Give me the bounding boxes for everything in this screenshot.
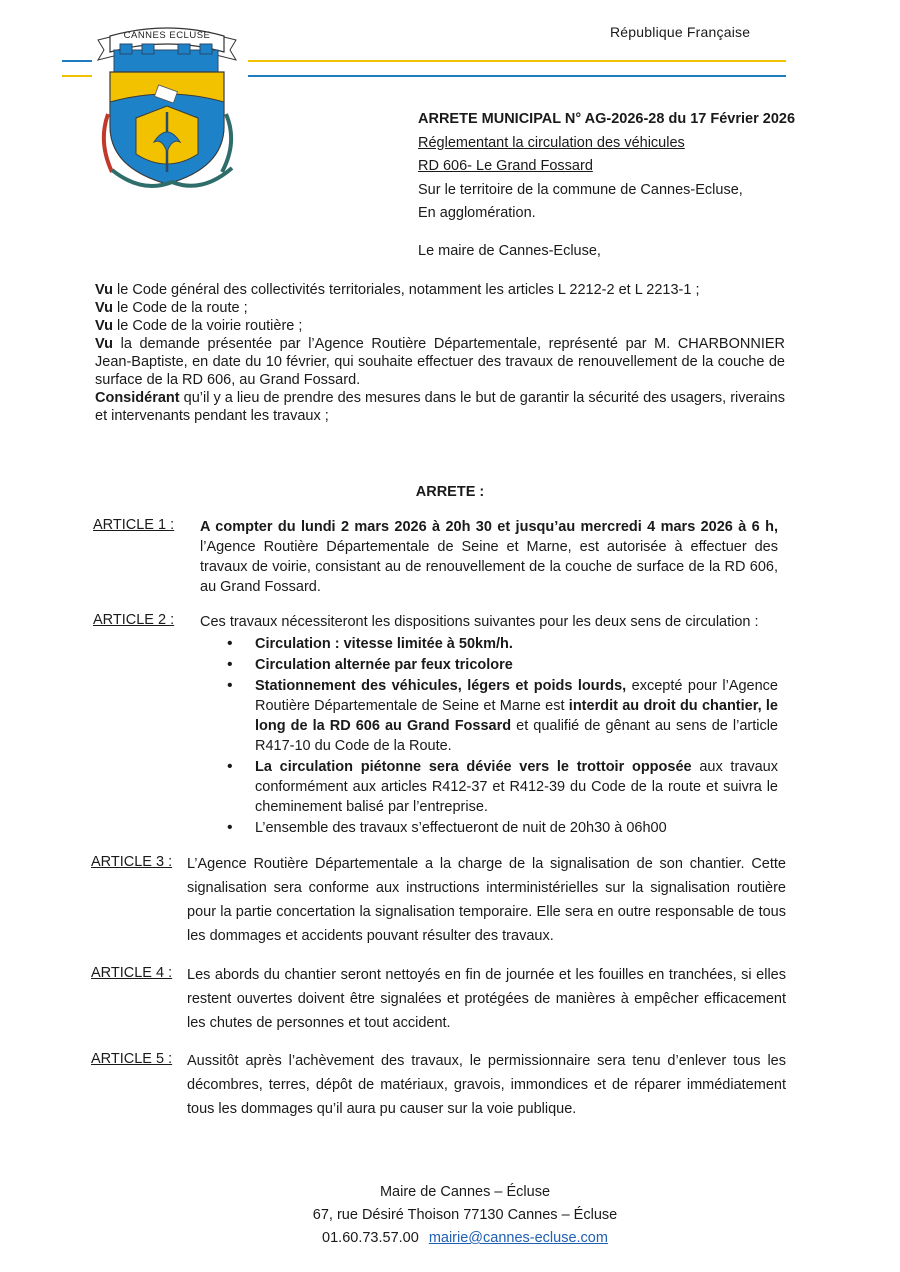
article-2-label: ARTICLE 2 : [93,612,175,628]
footer-address: 67, rue Désiré Thoison 77130 Cannes – Écluse [312,1207,618,1223]
visa-item [95,299,785,317]
arrete-territory: Sur le territoire de la commune de Cannes-Ecluse, [418,181,743,198]
header-rule-left-yellow [62,75,92,77]
article-2-intro: Ces travaux nécessiteront les dispositions suivantes pour les deux sens de circulation : [200,614,759,630]
article-1-body: l’Agence Routière Départementale de Seine et Marne, est autorisée à effectuer des travaux de voirie, consistant au de renouvellement de la couche de surface de la RD 606, au Grand Fossard. [200,539,778,595]
bullet-bold: Circulation : vitesse limitée à 50km/h. [255,636,513,652]
visa-text: le Code de la route ; [113,300,248,316]
header-rule-left-blue [62,60,92,62]
footer-mairie: Maire de Cannes – Écluse [379,1184,551,1200]
article-4-text: Les abords du chantier seront nettoyés en fin de journée et les fouilles en tranchées, si elles restent ouvertes doivent être signalées et protégées de manières à empêcher efficacement les chutes de personnes et tout accident. [187,967,786,1031]
arrete-number-title: ARRETE MUNICIPAL N° AG-2026-28 du 17 Février 2026 [418,111,796,127]
list-item [255,655,778,675]
bullet-text: et qualifié de gênant au sens de l’article R417-10 du Code de la Route. [255,718,778,754]
visa-lead: Vu [95,282,113,298]
bullet-text: L’ensemble des travaux s’effectueront de nuit de 20h30 à 06h00 [255,820,667,836]
article-5-text: Aussitôt après l’achèvement des travaux, le permissionnaire sera tenu d’enlever tous les décombres, terres, dépôt de matériaux, gravois, immondices et de réparer immédiatement tous les dommages qu’il aura pu causer sur la voie publique. [187,1053,786,1117]
article-1-text [200,517,778,597]
arrete-heading: ARRETE : [415,484,485,500]
visas-section [95,281,785,425]
bullet-text: excepté pour l’Agence Routière Départementale de Seine et Marne est [255,678,778,714]
header-rule-right-yellow [248,60,786,62]
visa-lead: Considérant [95,390,180,406]
footer-email-link[interactable]: mairie@cannes-ecluse.com [428,1230,608,1246]
article-5-label: ARTICLE 5 : [91,1051,173,1067]
visa-item [95,281,785,299]
republique-francaise: République Française [610,24,751,40]
bullet-bold: Circulation alternée par feux tricolore [255,657,513,673]
coat-of-arms-banner-text: CANNES ECLUSE [123,30,211,41]
list-item [255,818,778,838]
list-item [255,634,778,654]
visa-lead: Vu [95,336,113,352]
list-item [255,676,778,756]
visa-item [95,335,785,389]
article-3-text: L’Agence Routière Départementale a la charge de la signalisation de son chantier. Cette signalisation sera conforme aux instructions interministérielles sur la signalisation routière pour la partie concertation la signalisation temporaire. Elle sera en outre responsable de tous les dommages et accidents pouvant résulter des travaux. [187,856,786,944]
maire-intro: Le maire de Cannes-Ecluse, [418,243,601,259]
article-2-text [200,612,778,839]
bullet-bold: La circulation piétonne sera déviée vers le trottoir opposée [255,759,692,775]
visa-item [95,317,785,335]
arrete-subject: Réglementant la circulation des véhicules [418,134,685,151]
bullet-bold: Stationnement des véhicules, légers et poids lourds, [255,678,627,694]
header-rule-right-blue [248,75,786,77]
footer-phone: 01.60.73.57.00 [322,1230,419,1246]
footer-contact [0,1227,900,1250]
visa-text: le Code de la voirie routière ; [113,318,303,334]
footer [0,1181,900,1250]
arrete-agglomeration: En agglomération. [418,205,536,221]
visa-item [95,389,785,425]
article-1-label: ARTICLE 1 : [93,517,175,533]
visa-text: la demande présentée par l’Agence Routière Départementale, représenté par M. CHARBONNIER Jean-Baptiste, en date du 10 février, qui souhaite effectuer des travaux de renouvellement de la couche de surface de la RD 606, au Grand Fossard. [95,336,785,388]
bullet-text: aux travaux conformément aux articles R412-37 et R412-39 du Code de la route et suivra le cheminement balisé par l’entreprise. [255,759,778,815]
article-1-dates: A compter du lundi 2 mars 2026 à 20h 30 et jusqu’au mercredi 4 mars 2026 à 6 h, [200,519,778,535]
article-2-bullet-list [200,634,778,838]
visa-lead: Vu [95,318,113,334]
arrete-road: RD 606- Le Grand Fossard [418,158,593,174]
coat-of-arms-logo [92,22,242,194]
visa-text: le Code général des collectivités territoriales, notamment les articles L 2212-2 et L 2213-1 ; [113,282,700,298]
arrete-title-block [418,108,795,226]
visa-text: qu’il y a lieu de prendre des mesures dans le but de garantir la sécurité des usagers, riverains et intervenants pendant les travaux ; [95,390,785,424]
list-item [255,757,778,817]
article-3-label: ARTICLE 3 : [91,854,173,870]
bullet-bold: interdit au droit du chantier, le long de la RD 606 au Grand Fossard [255,698,778,734]
visa-lead: Vu [95,300,113,316]
article-4-label: ARTICLE 4 : [91,965,173,981]
